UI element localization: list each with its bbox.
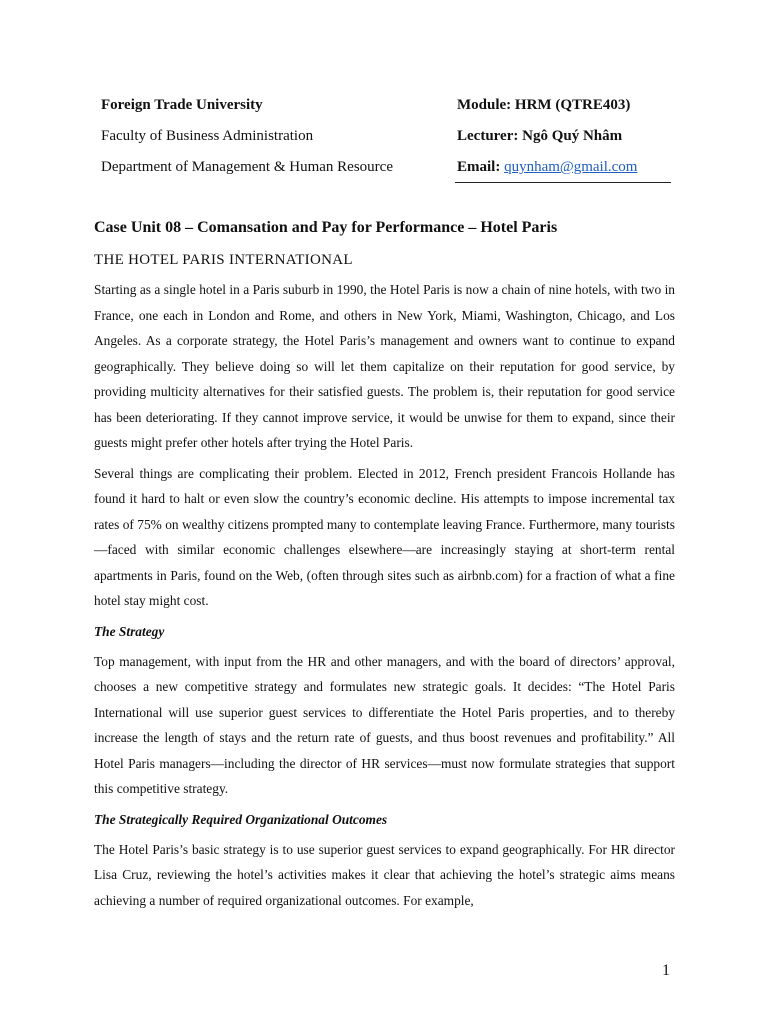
email-line: [457, 152, 671, 183]
email-label: Email:: [457, 159, 501, 175]
case-content: [94, 216, 675, 918]
strategy-paragraph: Top management, with input from the HR and other managers, and with the board of directors’ approval, chooses a new competitive strategy and formulates new strategic goals. It decides: “The Hotel Paris International will use superior guest services to differentiate the Hotel Paris properties, and to thereby increase the length of stays and the return rate of guests, and thus boost revenues and profitability.” All Hotel Paris managers—including the director of HR services—must now formulate strategies that support this competitive strategy.: [94, 653, 675, 796]
problem-paragraph: Several things are complicating their problem. Elected in 2012, French president Francois Hollande has found it hard to halt or even slow the country’s economic decline. His attempts to impose incremental tax rates of 75% on wealthy citizens prompted many to contemplate leaving France. Furthermore, many tourists—faced with similar economic challenges elsewhere—are increasingly staying at short-term rental apartments in Paris, found on the Web, (often through sites such as airbnb.com) for a fraction of what a fine hotel stay might cost.: [94, 465, 675, 608]
intro-paragraph: Starting as a single hotel in a Paris suburb in 1990, the Hotel Paris is now a chain of nine hotels, with two in France, one each in London and Rome, and others in New York, Miami, Washington, Chicago, and Los Angeles. As a corporate strategy, the Hotel Paris’s management and owners want to continue to expand geographically. They believe doing so will let them capitalize on their reputation for good service, by providing multicity alternatives for their satisfied guests. The problem is, their reputation for good service has been deteriorating. If they cannot improve service, it would be unwise for them to expand, since their guests might prefer other hotels after trying the Hotel Paris.: [94, 282, 675, 450]
module-label: Module:: [457, 97, 512, 113]
email-link[interactable]: quynham@gmail.com: [504, 159, 638, 175]
strategy-heading: The Strategy: [94, 623, 165, 639]
institution-block: [101, 90, 441, 183]
outcomes-heading: The Strategically Required Organizational Outcomes: [94, 811, 388, 827]
lecturer-value: Ngô Quý Nhâm: [522, 128, 623, 144]
header-divider: [455, 182, 671, 183]
section-title: THE HOTEL PARIS INTERNATIONAL: [94, 252, 353, 268]
case-title: Case Unit 08 – Comansation and Pay for Performance – Hotel Paris: [94, 219, 558, 236]
module-value: HRM (QTRE403): [514, 97, 631, 113]
department-name: Department of Management & Human Resource: [101, 159, 393, 175]
university-name: Foreign Trade University: [101, 97, 263, 113]
module-line: [457, 90, 671, 121]
faculty-name: Faculty of Business Administration: [101, 128, 314, 144]
outcomes-paragraph: The Hotel Paris’s basic strategy is to use superior guest services to expand geographically. For HR director Lisa Cruz, reviewing the hotel’s activities makes it clear that achieving the hotel’s strategic aims means achieving a number of required organizational outcomes. For example,: [94, 841, 675, 908]
course-info-block: [457, 90, 671, 183]
lecturer-label: Lecturer:: [457, 128, 519, 144]
page-number: 1: [662, 962, 670, 979]
lecturer-line: [457, 121, 671, 152]
